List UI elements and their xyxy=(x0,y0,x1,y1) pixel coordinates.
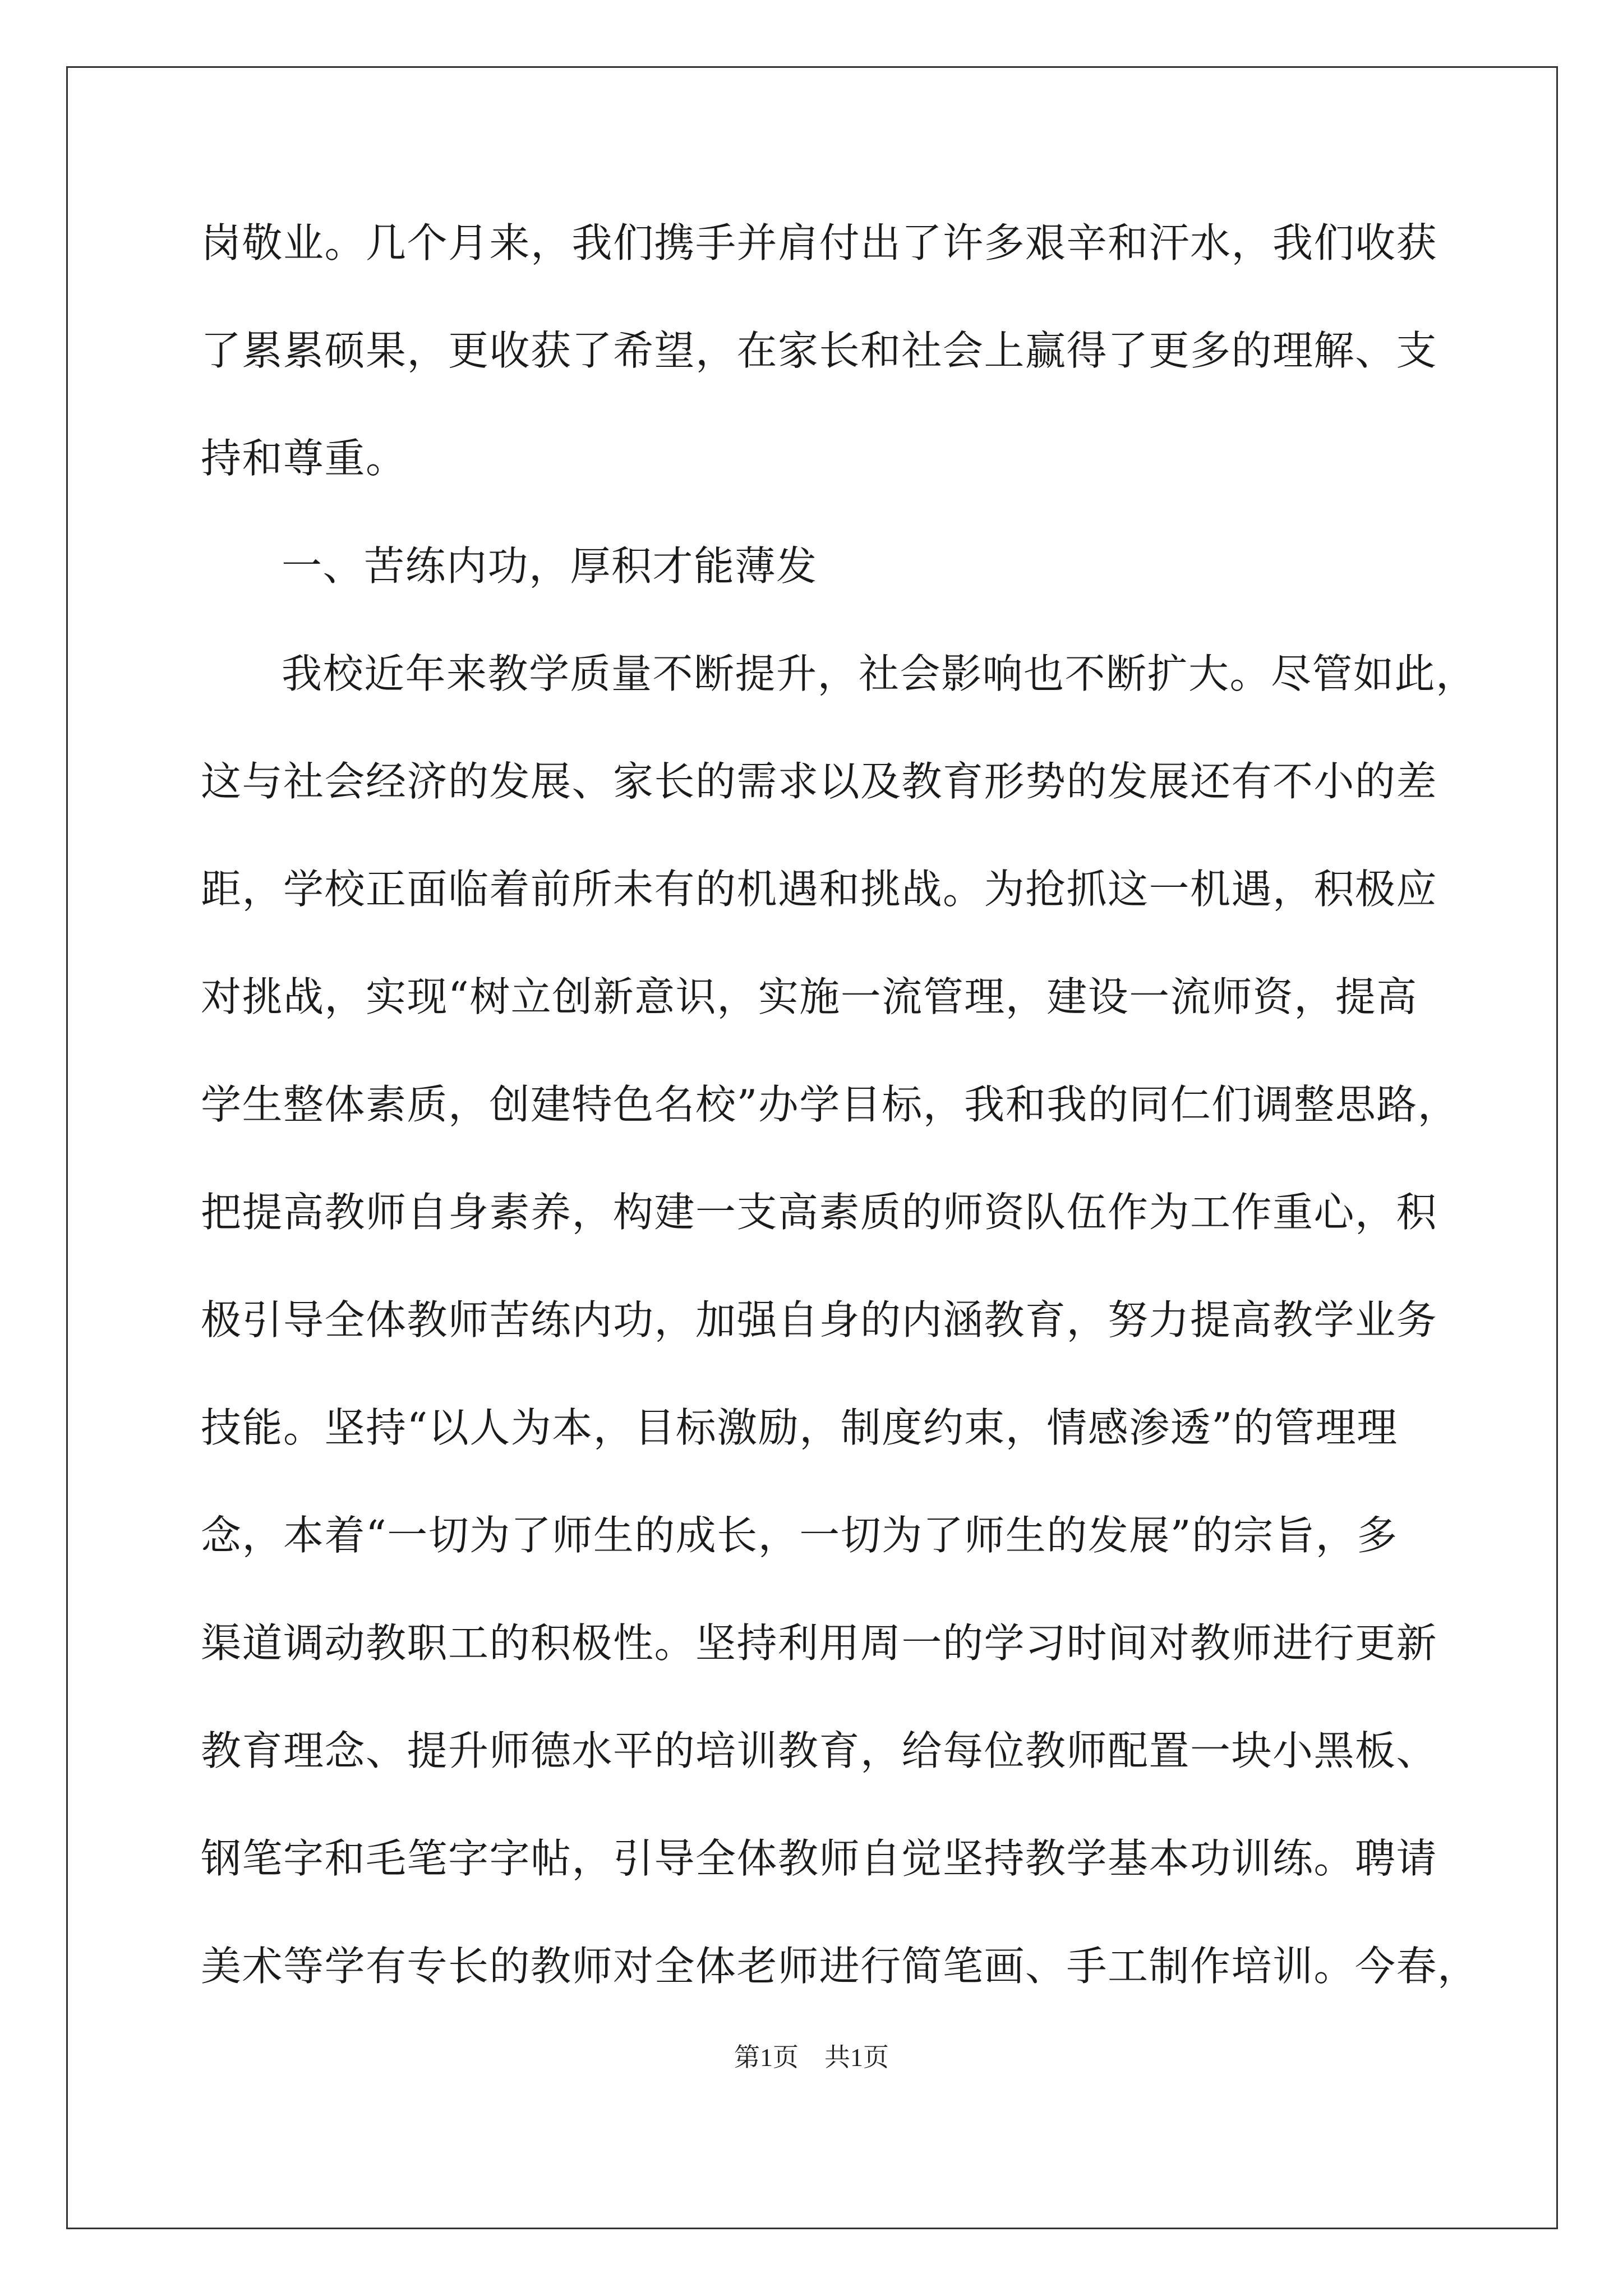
text-line: 对挑战，实现“树立创新意识，实施一流管理，建设一流师资，提高 xyxy=(201,973,1418,1020)
text-line: 距，学校正面临着前所未有的机遇和挑战。为抢抓这一机遇，积极应 xyxy=(201,866,1438,913)
text-line: 美术等学有专长的教师对全体老师进行简笔画、手工制作培训。今春， xyxy=(201,1943,1479,1990)
text-line: 持和尊重。 xyxy=(201,435,407,482)
text-line: 念，本着“一切为了师生的成长，一切为了师生的发展”的宗旨，多 xyxy=(201,1512,1398,1559)
text-line: 我校近年来教学质量不断提升，社会影响也不断扩大。尽管如此， xyxy=(282,650,1477,697)
text-line: 学生整体素质，创建特色名校”办学目标，我和我的同仁们调整思路， xyxy=(201,1081,1459,1128)
text-line: 技能。坚持“以人为本，目标激励，制度约束，情感渗透”的管理理 xyxy=(201,1404,1398,1451)
text-line: 极引导全体教师苦练内功，加强自身的内涵教育，努力提高教学业务 xyxy=(201,1296,1438,1343)
text-line: 渠道调动教职工的积极性。坚持利用周一的学习时间对教师进行更新 xyxy=(201,1619,1438,1667)
text-line: 这与社会经济的发展、家长的需求以及教育形势的发展还有不小的差 xyxy=(201,758,1438,805)
text-line: 把提高教师自身素养，构建一支高素质的师资队伍作为工作重心，积 xyxy=(201,1189,1438,1236)
text-line: 了累累硕果，更收获了希望，在家长和社会上赢得了更多的理解、支 xyxy=(201,327,1438,374)
text-line: 岗敬业。几个月来，我们携手并肩付出了许多艰辛和汗水，我们收获 xyxy=(201,219,1438,266)
section-heading: 一、苦练内功，厚积才能薄发 xyxy=(282,542,818,590)
document-body xyxy=(201,216,1479,2047)
page-number-footer: 第1页 共1页 xyxy=(734,2043,889,2072)
text-line: 钢笔字和毛笔字字帖，引导全体教师自觉坚持教学基本功训练。聘请 xyxy=(201,1835,1438,1882)
text-line: 教育理念、提升师德水平的培训教育，给每位教师配置一块小黑板、 xyxy=(201,1727,1438,1774)
